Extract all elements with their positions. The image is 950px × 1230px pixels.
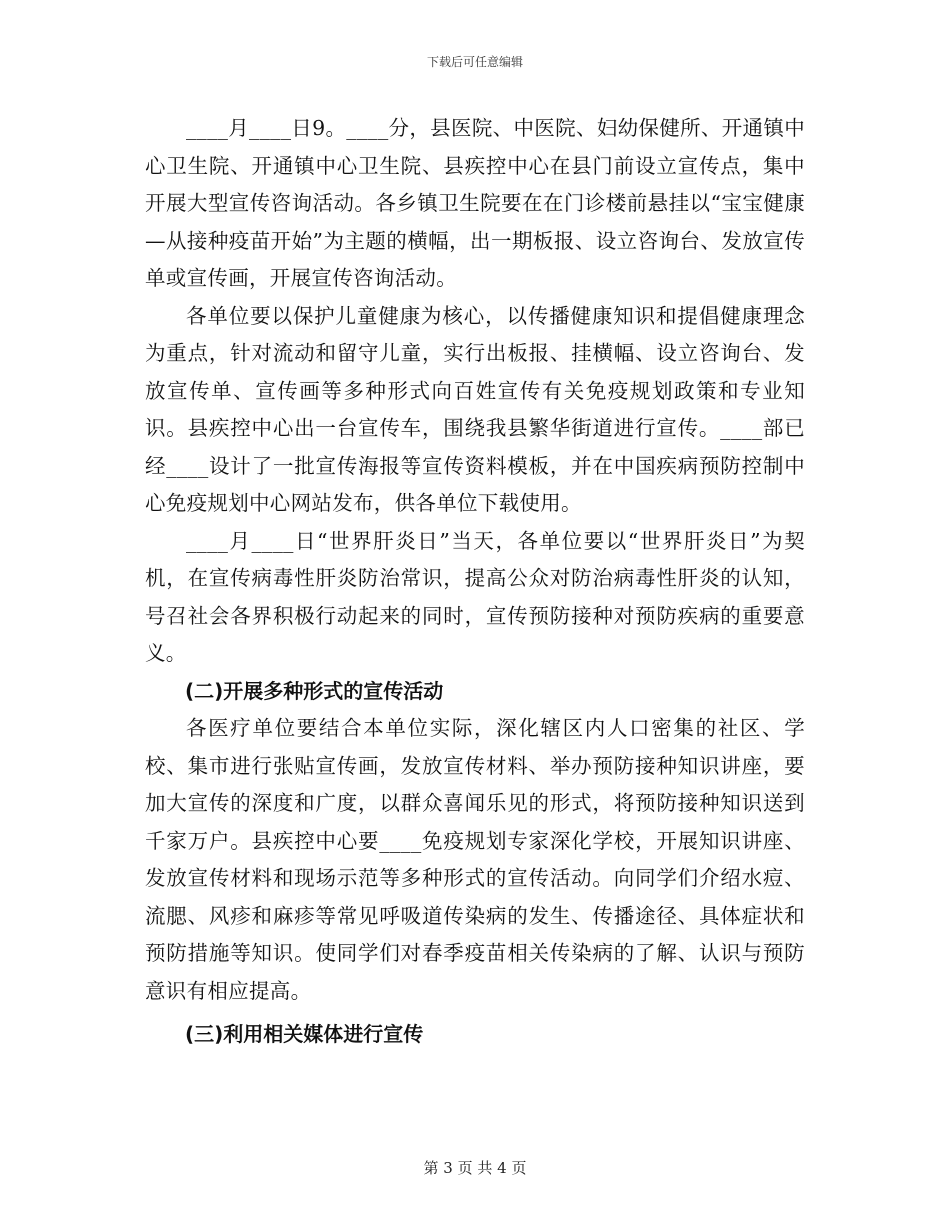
paragraph-1: ____月____日9。____分，县医院、中医院、妇幼保健所、开通镇中心卫生院、开通镇中心卫生院、县疾控中心在县门前设立宣传点，集中开展大型宣传咨询活动。各乡镇卫生院要在在门诊楼前悬挂以“宝宝健康—从接种疫苗开始”为主题的横幅，出一期板报、设立咨询台、发放宣传单或宣传画，开展宣传咨询活动。 bbox=[145, 116, 805, 290]
paragraph-3: ____月____日“世界肝炎日”当天，各单位要以“世界肝炎日”为契机，在宣传病毒性肝炎防治常识，提高公众对防治病毒性肝炎的认知，号召社会各界积极行动起来的同时，宣传预防接种对预防疾病的重要意义。 bbox=[145, 528, 805, 665]
paragraph-4: 各医疗单位要结合本单位实际，深化辖区内人口密集的社区、学校、集市进行张贴宣传画，发放宣传材料、举办预防接种知识讲座，要加大宣传的深度和广度，以群众喜闻乐见的形式，将预防接种知识送到千家万户。县疾控中心要____免疫规划专家深化学校，开展知识讲座、发放宣传材料和现场示范等多种形式的宣传活动。向同学们介绍水痘、流腮、风疹和麻疹等常见呼吸道传染病的发生、传播途径、具体症状和预防措施等知识。使同学们对春季疫苗相关传染病的了解、认识与预防意识有相应提高。 bbox=[145, 716, 805, 1003]
section-heading-2: (二)开展多种形式的宣传活动 bbox=[185, 678, 444, 703]
page-header-note: 下载后可任意编辑 bbox=[426, 55, 523, 69]
section-heading-3: (三)利用相关媒体进行宣传 bbox=[185, 1022, 424, 1046]
page-number: 第 3 页 共 4 页 bbox=[423, 1159, 527, 1177]
document-body bbox=[145, 110, 805, 1054]
paragraph-2: 各单位要以保护儿童健康为核心，以传播健康知识和提倡健康理念为重点，针对流动和留守儿童，实行出板报、挂横幅、设立咨询台、发放宣传单、宣传画等多种形式向百姓宣传有关免疫规划政策和专业知识。县疾控中心出一台宣传车，围绕我县繁华街道进行宣传。____部已经____设计了一批宣传海报等宣传资料模板，并在中国疾病预防控制中心免疫规划中心网站发布，供各单位下载使用。 bbox=[145, 303, 805, 515]
